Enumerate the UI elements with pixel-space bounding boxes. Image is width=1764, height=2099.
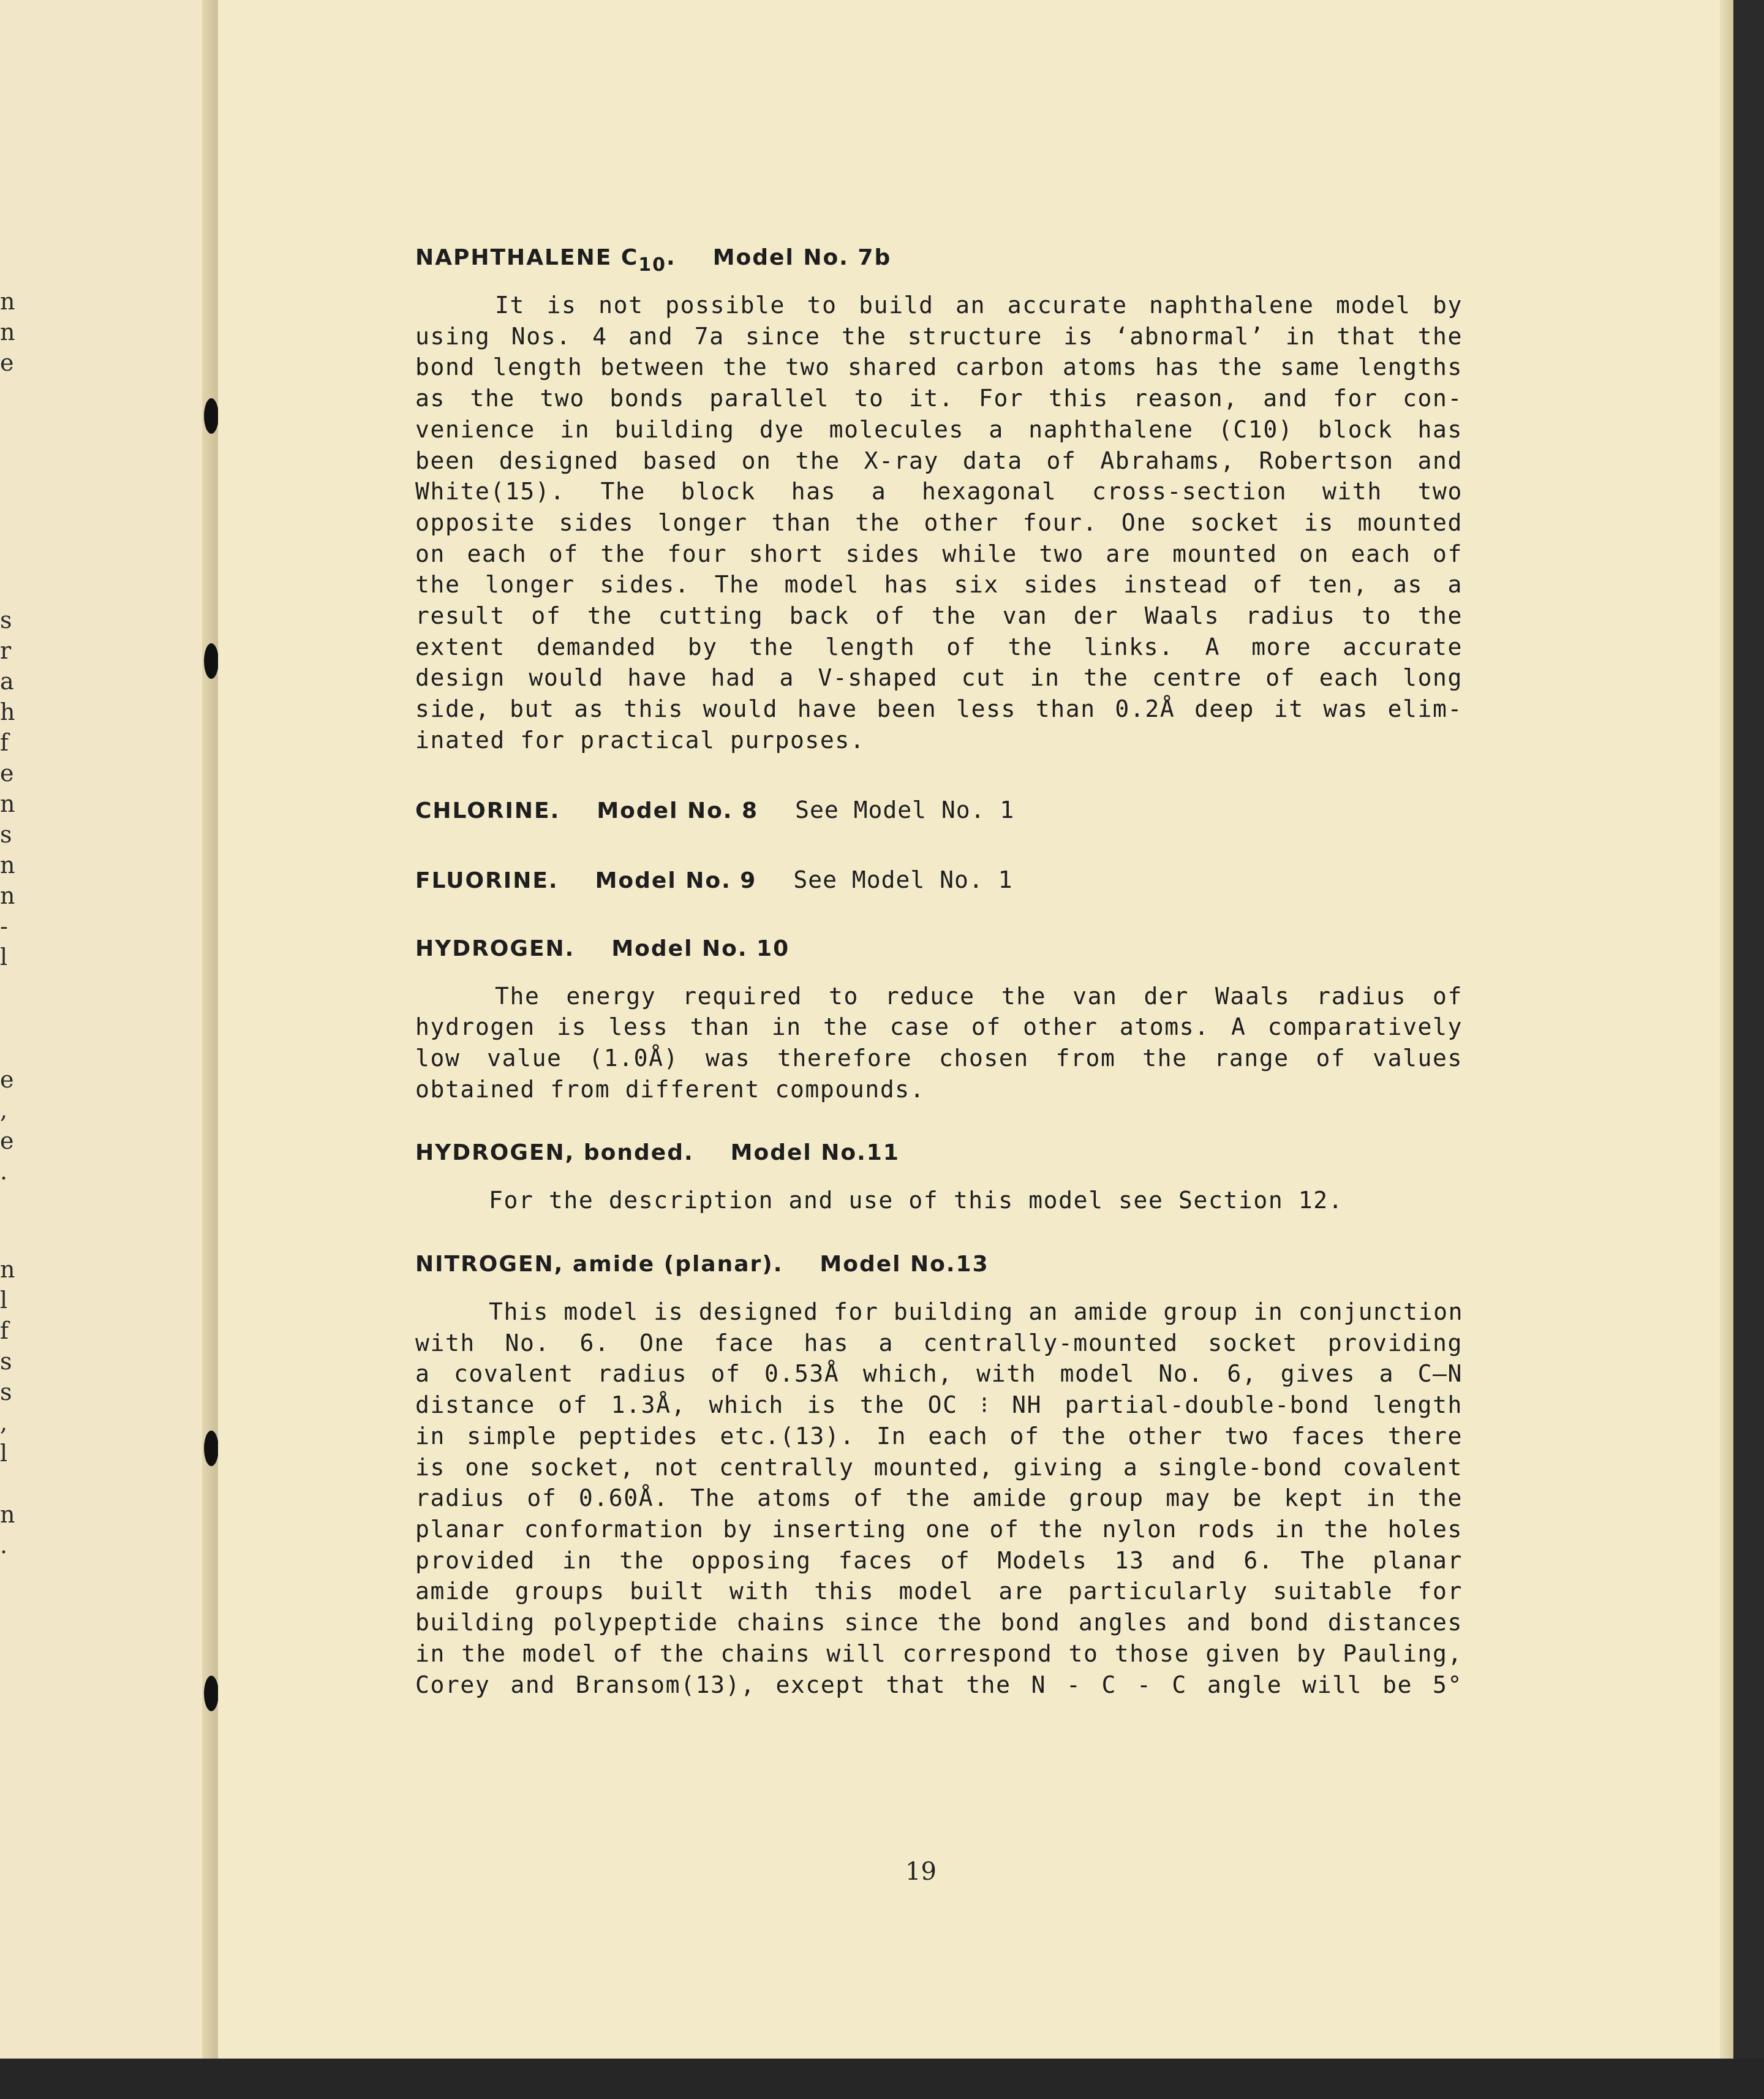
bottom-background — [0, 2059, 1764, 2099]
text-line: side, but as this would have been less than 0.2Å deep it was elim- — [415, 695, 1463, 723]
hydrogen-bonded-heading — [415, 1140, 1463, 1165]
text-line: Corey and Bransom(13), except that the N - C - C angle will be 5° — [415, 1671, 1463, 1698]
text-line: inated for practical purposes. — [415, 726, 865, 754]
text-line: low value (1.0Å) was therefore chosen from the range of values — [415, 1044, 1463, 1072]
text-line: result of the cutting back of the van der Waals radius to the — [415, 602, 1463, 630]
text-line: The energy required to reduce the van der Waals radius of — [495, 982, 1463, 1010]
chlorine-heading — [415, 796, 1463, 823]
heading-subscript: 10 — [638, 254, 667, 276]
text-line: radius of 0.60Å. The atoms of the amide group may be kept in the — [415, 1484, 1463, 1512]
left-page-fragment: n — [0, 319, 15, 346]
heading-name: NITROGEN, amide (planar). — [415, 1252, 783, 1277]
heading-name: NAPHTHALENE C — [415, 245, 639, 270]
heading-model: Model No. 9 — [595, 868, 757, 893]
binding-hole — [204, 1431, 219, 1466]
left-page-fragment: h — [0, 698, 15, 725]
text-line: For the description and use of this model see Section 12. — [489, 1187, 1344, 1214]
left-page-fragment: s — [0, 1379, 12, 1405]
hydrogen-bonded-paragraph — [415, 1185, 1463, 1216]
left-page-fragment: s — [0, 821, 12, 848]
left-page-fragment: n — [0, 1501, 15, 1528]
text-line: opposite sides longer than the other four. One socket is mounted — [415, 509, 1463, 536]
left-page-fragment: n — [0, 288, 15, 315]
left-page-fragment: , — [0, 1097, 8, 1124]
heading-name: HYDROGEN. — [415, 936, 575, 961]
left-page-fragment: e — [0, 1066, 14, 1093]
fluorine-heading — [415, 866, 1463, 893]
binding-hole — [204, 1676, 219, 1711]
text-line: It is not possible to build an accurate naphthalene model by — [495, 292, 1463, 319]
text-line: is one socket, not centrally mounted, giving a single-bond covalent — [415, 1453, 1463, 1481]
page-content — [415, 245, 1463, 1700]
binding-hole — [204, 398, 219, 434]
left-page-fragment: a — [0, 668, 14, 695]
left-page-fragment: n — [0, 1256, 15, 1283]
left-page-fragment: . — [0, 1532, 8, 1559]
left-page-fragment: l — [0, 944, 8, 970]
left-page-fragment: , — [0, 1409, 8, 1436]
text-line: been designed based on the X-ray data of Abrahams, Robertson and — [415, 447, 1463, 474]
left-page-fragment: l — [0, 1287, 8, 1314]
left-page-edge — [0, 0, 211, 2059]
heading-name: CHLORINE. — [415, 798, 560, 823]
text-line: as the two bonds parallel to it. For this reason, and for con- — [415, 385, 1463, 412]
text-line: bond length between the two shared carbon atoms has the same lengths — [415, 354, 1463, 381]
text-line: White(15). The block has a hexagonal cross-section with two — [415, 478, 1463, 505]
see-reference: See Model No. 1 — [795, 796, 1015, 823]
naphthalene-heading — [415, 245, 1463, 276]
text-line: extent demanded by the length of the links. A more accurate — [415, 633, 1463, 660]
text-line: building polypeptide chains since the bond angles and bond distances — [415, 1609, 1463, 1636]
naphthalene-paragraph — [415, 290, 1463, 756]
text-line: This model is designed for building an amide group in conjunction — [489, 1298, 1464, 1326]
left-page-fragment: s — [0, 607, 12, 633]
hydrogen-paragraph — [415, 981, 1463, 1105]
text-line: in simple peptides etc.(13). In each of the other two faces there — [415, 1422, 1463, 1450]
left-page-fragment: n — [0, 790, 15, 817]
nitrogen-amide-heading — [415, 1252, 1463, 1277]
heading-dot: . — [666, 245, 676, 270]
heading-model: Model No.13 — [820, 1252, 989, 1277]
left-page-fragment: s — [0, 1348, 12, 1375]
text-line: amide groups built with this model are particularly suitable for — [415, 1578, 1463, 1605]
left-page-fragment: - — [0, 913, 8, 940]
heading-model: Model No. 7b — [712, 245, 892, 270]
left-page-fragment: r — [0, 637, 12, 664]
text-line: venience in building dye molecules a naphthalene (C10) block has — [415, 415, 1463, 443]
nitrogen-amide-paragraph — [415, 1296, 1463, 1700]
left-page-fragment: e — [0, 760, 14, 787]
text-line: planar conformation by inserting one of the nylon rods in the holes — [415, 1515, 1463, 1543]
heading-model: Model No. 10 — [611, 936, 790, 961]
text-line: in the model of the chains will correspond to those given by Pauling, — [415, 1639, 1463, 1667]
left-page-fragment: e — [0, 1127, 14, 1154]
text-line: with No. 6. One face has a centrally-mounted socket providing — [415, 1329, 1463, 1356]
left-page-fragment: f — [0, 729, 9, 756]
binding-hole — [204, 643, 219, 679]
text-line: on each of the four short sides while two are mounted on each of — [415, 540, 1463, 567]
see-reference: See Model No. 1 — [793, 866, 1013, 893]
heading-model: Model No.11 — [730, 1140, 900, 1166]
hydrogen-heading — [415, 936, 1463, 961]
text-line: provided in the opposing faces of Models 13 and 6. The planar — [415, 1546, 1463, 1574]
text-line: a covalent radius of 0.53Å which, with model No. 6, gives a C—N — [415, 1360, 1463, 1388]
heading-model: Model No. 8 — [597, 798, 759, 823]
heading-name: HYDROGEN, bonded. — [415, 1140, 694, 1166]
text-line: obtained from different compounds. — [415, 1075, 925, 1103]
left-page-fragment: . — [0, 1158, 8, 1185]
text-line: using Nos. 4 and 7a since the structure is ‘abnormal’ in that the — [415, 322, 1463, 350]
left-page-fragment: n — [0, 882, 15, 909]
left-page-fragment: l — [0, 1440, 8, 1467]
page-right-edge — [1720, 0, 1733, 2059]
text-line: the longer sides. The model has six sides instead of ten, as a — [415, 571, 1463, 599]
text-line: hydrogen is less than in the case of other atoms. A comparatively — [415, 1013, 1463, 1041]
left-page-fragment: n — [0, 852, 15, 879]
heading-name: FLUORINE. — [415, 868, 559, 893]
text-line: design would have had a V-shaped cut in the centre of each long — [415, 664, 1463, 692]
text-line: distance of 1.3Å, which is the OC ⁝ NH partial-double-bond length — [415, 1391, 1463, 1419]
left-page-fragment: e — [0, 349, 14, 376]
left-page-fragment: f — [0, 1317, 9, 1344]
page-number: 19 — [905, 1858, 937, 1886]
